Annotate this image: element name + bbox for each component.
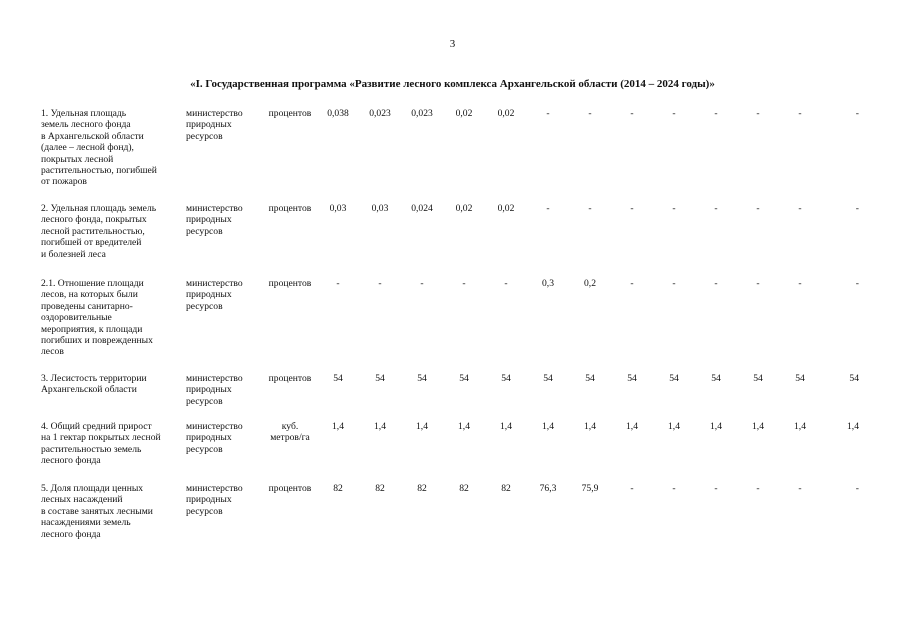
indicator-value: -: [714, 483, 718, 494]
unit-of-measure: [263, 108, 317, 203]
indicator-name-line: земель лесного фонда: [41, 119, 131, 131]
indicator-value: -: [798, 108, 802, 119]
responsible-body-line: природных: [186, 214, 232, 226]
indicator-value: -: [714, 108, 718, 119]
indicator-value: 82: [501, 483, 511, 494]
indicator-name-line: на 1 гектар покрытых лесной: [41, 432, 161, 444]
responsible-body-line: ресурсов: [186, 225, 223, 237]
indicator-value: 0,03: [371, 203, 389, 214]
responsible-body-line: ресурсов: [186, 443, 223, 455]
responsible-body-line: министерство: [186, 108, 243, 119]
indicator-value: 54: [669, 373, 679, 384]
indicator-value: -: [630, 483, 634, 494]
unit-of-measure: [263, 373, 317, 421]
table-row: [41, 203, 859, 278]
indicator-value: -: [336, 278, 340, 289]
indicator-name: [41, 373, 186, 421]
indicator-value: -: [378, 278, 382, 289]
indicator-value: -: [855, 483, 859, 494]
indicator-value: 1,4: [626, 421, 638, 432]
indicator-value: 54: [417, 373, 427, 384]
indicator-name-line: 4. Общий средний прирост: [41, 421, 152, 432]
indicator-value: 0,024: [411, 203, 433, 214]
indicators-table: [41, 108, 859, 553]
indicator-value: -: [672, 278, 676, 289]
indicator-name-line: в составе занятых лесными: [41, 505, 153, 517]
indicator-name-line: от пожаров: [41, 176, 87, 188]
indicator-value: 0,02: [497, 108, 515, 119]
unit-of-measure-line: куб.: [281, 421, 299, 432]
unit-of-measure: [263, 421, 317, 483]
indicator-value: -: [756, 203, 760, 214]
indicator-value: -: [855, 108, 859, 119]
indicator-value: 54: [501, 373, 511, 384]
unit-of-measure-line: процентов: [268, 108, 312, 119]
indicator-name-line: проведены санитарно-: [41, 300, 133, 312]
responsible-body: [186, 421, 263, 483]
responsible-body-line: министерство: [186, 483, 243, 494]
responsible-body: [186, 278, 263, 373]
responsible-body-line: министерство: [186, 421, 243, 432]
indicator-value: 0,038: [327, 108, 349, 119]
indicator-value: -: [756, 108, 760, 119]
indicator-value: 0,3: [542, 278, 554, 289]
indicator-name-line: оздоровительные: [41, 312, 112, 324]
indicator-name: [41, 421, 186, 483]
indicator-name-line: 3. Лесистость территории: [41, 373, 147, 384]
indicator-name-line: растительностью земель: [41, 443, 142, 455]
indicator-value: 1,4: [668, 421, 680, 432]
responsible-body-line: природных: [186, 494, 232, 506]
table-row: [41, 483, 859, 553]
indicator-name-line: растительностью, погибшей: [41, 165, 157, 177]
unit-of-measure-line: процентов: [268, 373, 312, 384]
indicator-value: -: [756, 483, 760, 494]
indicator-value: 54: [375, 373, 385, 384]
indicator-value: -: [630, 278, 634, 289]
page-number: 3: [449, 38, 456, 50]
indicator-value: -: [798, 203, 802, 214]
responsible-body-line: министерство: [186, 373, 243, 384]
indicator-name-line: погибшей от вредителей: [41, 237, 142, 249]
indicator-value: -: [546, 108, 550, 119]
table-row: [41, 373, 859, 421]
indicator-value: -: [672, 483, 676, 494]
indicator-name-line: мероприятия, к площади: [41, 323, 143, 335]
indicator-name-line: лесного фонда: [41, 455, 101, 467]
unit-of-measure: [263, 203, 317, 278]
indicator-name-line: насаждениями земель: [41, 517, 131, 529]
responsible-body-line: ресурсов: [186, 300, 223, 312]
indicator-name-line: 5. Доля площади ценных: [41, 483, 144, 494]
indicator-value: -: [420, 278, 424, 289]
indicator-value: 1,4: [458, 421, 470, 432]
indicator-name-line: и болезней леса: [41, 248, 106, 260]
unit-of-measure-line: процентов: [268, 203, 312, 214]
indicator-name-line: покрытых лесной: [41, 153, 114, 165]
indicator-name-line: 2. Удельная площадь земель: [41, 203, 157, 214]
indicator-value: 54: [585, 373, 595, 384]
responsible-body: [186, 483, 263, 553]
responsible-body-line: природных: [186, 432, 232, 444]
responsible-body: [186, 108, 263, 203]
indicator-value: 1,4: [416, 421, 428, 432]
indicator-value: 54: [627, 373, 637, 384]
indicator-value: 0,023: [411, 108, 433, 119]
responsible-body: [186, 203, 263, 278]
indicator-name-line: погибших и поврежденных: [41, 335, 153, 347]
indicator-value: 54: [849, 373, 859, 384]
indicator-name-line: 1. Удельная площадь: [41, 108, 127, 119]
indicator-name: [41, 203, 186, 278]
indicator-name-line: лесной растительностью,: [41, 225, 145, 237]
indicator-value: -: [672, 203, 676, 214]
indicator-value: -: [546, 203, 550, 214]
indicator-value: 54: [711, 373, 721, 384]
indicator-name-line: в Архангельской области: [41, 130, 144, 142]
responsible-body-line: ресурсов: [186, 130, 223, 142]
indicator-value: 1,4: [584, 421, 596, 432]
unit-of-measure-line: метров/га: [270, 432, 310, 444]
indicator-name-line: Архангельской области: [41, 384, 137, 396]
indicator-value: 0,03: [329, 203, 347, 214]
responsible-body: [186, 373, 263, 421]
indicator-value: -: [855, 278, 859, 289]
indicator-value: 1,4: [710, 421, 722, 432]
table-row: [41, 421, 859, 483]
table-row: [41, 278, 859, 373]
indicator-value: -: [630, 203, 634, 214]
indicator-value: -: [855, 203, 859, 214]
indicator-value: 54: [543, 373, 553, 384]
indicator-value: -: [756, 278, 760, 289]
indicator-value: 76,3: [539, 483, 557, 494]
indicator-value: -: [714, 203, 718, 214]
indicator-value: 0,023: [369, 108, 391, 119]
indicator-value: 1,4: [847, 421, 859, 432]
indicator-name-line: (далее – лесной фонд),: [41, 142, 134, 154]
responsible-body-line: ресурсов: [186, 505, 223, 517]
indicator-value: -: [798, 278, 802, 289]
indicator-value: 1,4: [374, 421, 386, 432]
responsible-body-line: министерство: [186, 278, 243, 289]
indicator-value: 0,02: [497, 203, 515, 214]
indicator-name-line: 2.1. Отношение площади: [41, 278, 144, 289]
responsible-body-line: министерство: [186, 203, 243, 214]
indicator-value: -: [630, 108, 634, 119]
indicator-value: -: [462, 278, 466, 289]
section-heading: «I. Государственная программа «Развитие лесного комплекса Архангельской области (2014 – 2024 годы)»: [190, 78, 715, 90]
indicator-value: 82: [417, 483, 427, 494]
indicator-name-line: лесного фонда: [41, 528, 101, 540]
table-row: [41, 108, 859, 203]
indicator-value: 54: [333, 373, 343, 384]
responsible-body-line: ресурсов: [186, 395, 223, 407]
indicator-name-line: лесного фонда, покрытых: [41, 214, 147, 226]
indicator-value: 82: [333, 483, 343, 494]
indicator-value: -: [504, 278, 508, 289]
indicator-name-line: лесов, на которых были: [41, 289, 138, 301]
indicator-name-line: лесов: [41, 346, 64, 358]
indicator-value: 1,4: [752, 421, 764, 432]
indicator-value: 1,4: [794, 421, 806, 432]
unit-of-measure: [263, 483, 317, 553]
indicator-value: 82: [375, 483, 385, 494]
unit-of-measure-line: процентов: [268, 278, 312, 289]
unit-of-measure: [263, 278, 317, 373]
indicator-value: 54: [795, 373, 805, 384]
responsible-body-line: природных: [186, 289, 232, 301]
indicator-value: -: [672, 108, 676, 119]
indicator-value: 0,02: [455, 108, 473, 119]
indicator-value: 54: [753, 373, 763, 384]
responsible-body-line: природных: [186, 384, 232, 396]
indicator-name: [41, 278, 186, 373]
indicator-value: 0,02: [455, 203, 473, 214]
indicator-name: [41, 483, 186, 553]
indicator-value: -: [588, 203, 592, 214]
indicator-value: -: [588, 108, 592, 119]
indicator-value: 1,4: [542, 421, 554, 432]
indicator-value: -: [714, 278, 718, 289]
indicator-name-line: лесных насаждений: [41, 494, 123, 506]
indicator-value: 1,4: [332, 421, 344, 432]
indicator-name: [41, 108, 186, 203]
indicator-value: 54: [459, 373, 469, 384]
indicators-table-body: [41, 108, 859, 553]
indicator-value: 1,4: [500, 421, 512, 432]
indicator-value: 75,9: [581, 483, 599, 494]
responsible-body-line: природных: [186, 119, 232, 131]
unit-of-measure-line: процентов: [268, 483, 312, 494]
indicator-value: 0,2: [584, 278, 596, 289]
indicator-value: -: [798, 483, 802, 494]
indicator-value: 82: [459, 483, 469, 494]
